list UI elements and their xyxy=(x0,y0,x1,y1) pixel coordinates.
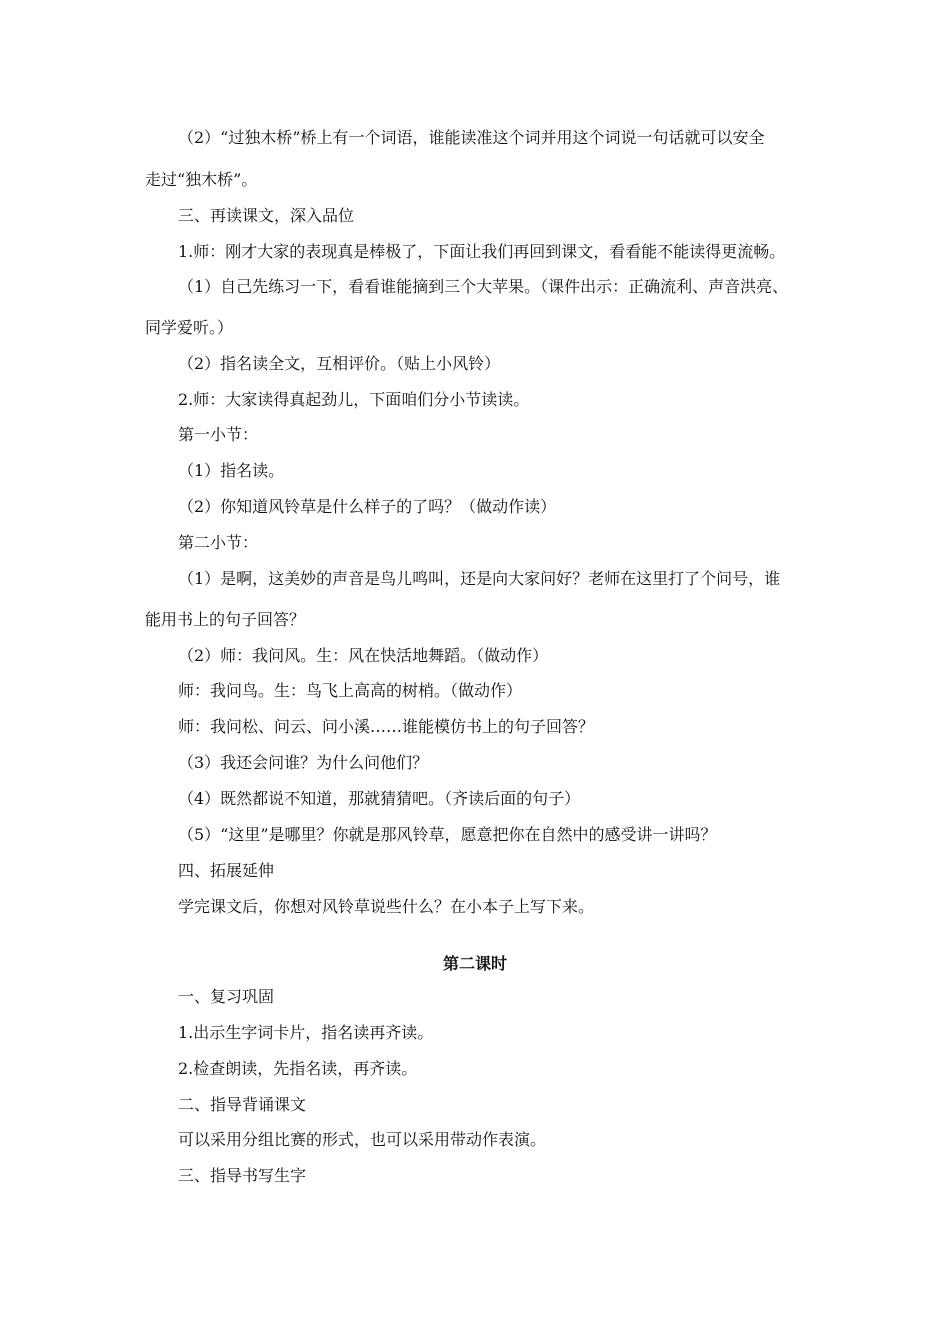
paragraph-line: 学完课文后，你想对风铃草说些什么？在小本子上写下来。 xyxy=(178,897,595,916)
paragraph-line: （5）“这里”是哪里？你就是那风铃草，愿意把你在自然中的感受讲一讲吗？ xyxy=(178,825,717,844)
paragraph-line: 师：我问鸟。生：鸟飞上高高的树梢。（做动作） xyxy=(178,681,523,700)
section-title: 二、指导背诵课文 xyxy=(178,1095,307,1114)
section-title: 四、拓展延伸 xyxy=(178,861,275,880)
paragraph-line: 2.师：大家读得真起劲儿，下面咱们分小节读读。 xyxy=(178,390,530,409)
paragraph-line: 1.出示生字词卡片，指名读再齐读。 xyxy=(178,1023,434,1042)
lesson-heading: 第二课时 xyxy=(442,954,507,973)
paragraph-line: （3）我还会问谁？为什么问他们？ xyxy=(178,753,429,772)
paragraph-line: 1.师：刚才大家的表现真是棒极了，下面让我们再回到课文，看看能不能读得更流畅。 xyxy=(178,242,786,261)
paragraph-line: （2）“过独木桥”桥上有一个词语，谁能读准这个词并用这个词说一句话就可以安全 xyxy=(178,128,765,147)
paragraph-line: 2.检查朗读，先指名读，再齐读。 xyxy=(178,1059,418,1078)
paragraph-line: 能用书上的句子回答？ xyxy=(145,610,306,629)
paragraph-line: （4）既然都说不知道，那就猜猜吧。（齐读后面的句子） xyxy=(178,789,581,808)
subsection-label: 第二小节： xyxy=(178,533,259,552)
paragraph-line: （2）指名读全文，互相评价。（贴上小风铃） xyxy=(178,354,501,373)
paragraph-line: （1）自己先练习一下，看看谁能摘到三个大苹果。（课件出示：正确流利、声音洪亮、 xyxy=(178,277,789,296)
paragraph-line: 走过“独木桥”。 xyxy=(145,170,258,189)
paragraph-line: 师：我问松、问云、问小溪……谁能模仿书上的句子回答？ xyxy=(178,717,595,736)
paragraph-line: 可以采用分组比赛的形式，也可以采用带动作表演。 xyxy=(178,1130,547,1149)
paragraph-line: 同学爱听。） xyxy=(145,318,234,337)
paragraph-line: （2）师：我问风。生：风在快活地舞蹈。（做动作） xyxy=(178,646,549,665)
paragraph-line: （1）指名读。 xyxy=(178,461,285,480)
section-title: 一、复习巩固 xyxy=(178,987,275,1006)
subsection-label: 第一小节： xyxy=(178,425,259,444)
section-title: 三、再读课文，深入品位 xyxy=(178,206,355,225)
paragraph-line: （2）你知道风铃草是什么样子的了吗？（做动作读） xyxy=(178,497,557,516)
paragraph-line: （1）是啊，这美妙的声音是鸟儿鸣叫，还是向大家问好？老师在这里打了个问号，谁 xyxy=(178,569,781,588)
section-title: 三、指导书写生字 xyxy=(178,1166,307,1185)
